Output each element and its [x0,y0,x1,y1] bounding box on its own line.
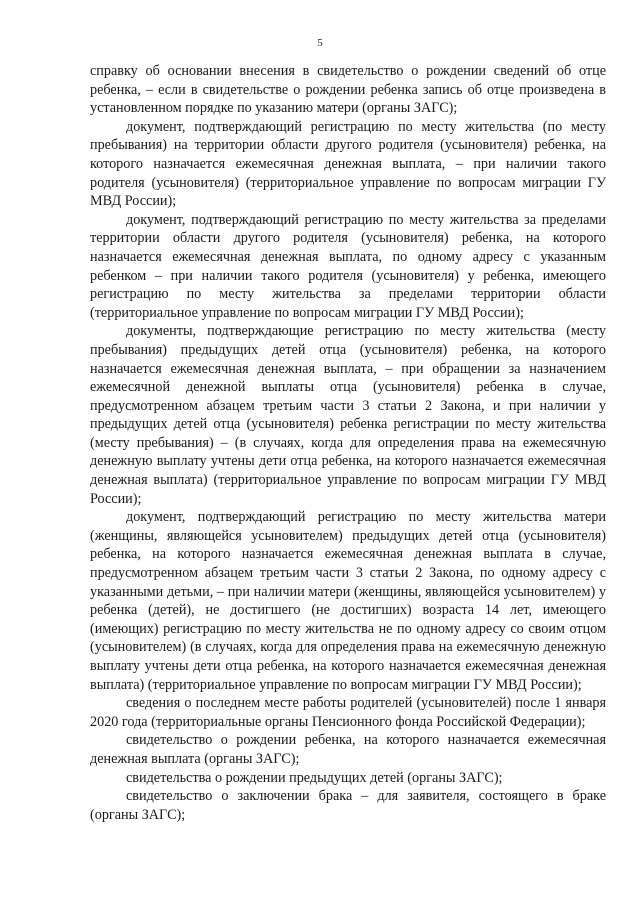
paragraph-other-parent-registration: документ, подтверждающий регистрацию по месту жительства (по месту пребывания) на территории области другого родителя (усыновителя) ребенка, на которого назначается ежемесячная денежная выплата, – при наличии такого родителя (усыновителя) (территориальное управление по вопросам миграции ГУ МВД России); [90,118,606,210]
paragraph-birth-certificate: свидетельство о рождении ребенка, на которого назначается ежемесячная денежная выплата (органы ЗАГС); [90,732,606,767]
paragraph-previous-children-registration: документы, подтверждающие регистрацию по месту жительства (месту пребывания) предыдущих детей отца (усыновителя) ребенка, на которого назначается ежемесячная денежная выплата, – при обращении за назначением ежемесячной денежной выплаты отца (усыновителя) ребенка в случае, предусмотренном абзацем третьим части 3 статьи 2 Закона, и при наличии у предыдущих детей отца (усыновителя) ребенка регистрации по месту жительства (месту пребывания) – (в случаях, когда для определения права на ежемесячную денежную выплату учтены дети отца ребенка, на которого назначается ежемесячная денежная выплата) (территориальное управление по вопросам миграции ГУ МВД России); [90,323,606,507]
paragraph-previous-children-certificates: свидетельства о рождении предыдущих детей (органы ЗАГС); [126,769,503,786]
paragraph-mother-registration: документ, подтверждающий регистрацию по месту жительства матери (женщины, являющейся усыновителем) предыдущих детей отца (усыновителя) ребенка, на которого назначается ежемесячная денежная выплата в случае, предусмотренном абзацем третьим части 3 статьи 2 Закона, по одному адресу с указанными детьми, – при наличии матери (женщины, являющейся усыновителем) у ребенка (детей), не достигшего (не достигших) возраста 14 лет, имеющего (имеющих) регистрацию по месту жительства не по одному адресу со своим отцом (усыновителем) (в случаях, когда для определения права на ежемесячную денежную выплату учтены дети отца ребенка, на которого назначается ежемесячная денежная выплата) (территориальное управление по вопросам миграции ГУ МВД России); [90,509,606,693]
paragraph-last-workplace: сведения о последнем месте работы родителей (усыновителей) после 1 января 2020 года (территориальные органы Пенсионного фонда Российской Федерации); [90,695,606,730]
document-body [90,62,606,824]
paragraph-marriage-certificate: свидетельство о заключении брака – для заявителя, состоящего в браке (органы ЗАГС); [90,788,606,823]
paragraph-other-parent-outside-region: документ, подтверждающий регистрацию по месту жительства за пределами территории области другого родителя (усыновителя) ребенка, на которого назначается ежемесячная денежная выплата, по одному адресу с указанным ребенком – при наличии такого родителя (усыновителя) у ребенка, имеющего регистрацию по месту жительства за пределами территории области (территориальное управление по вопросам миграции ГУ МВД России); [90,211,606,321]
page-number: 5 [317,37,323,49]
paragraph-paternity-certificate: справку об основании внесения в свидетельство о рождении сведений об отце ребенка, – если в свидетельстве о рождении ребенка запись об отце произведена в установленном порядке по указанию матери (органы ЗАГС); [90,63,606,117]
